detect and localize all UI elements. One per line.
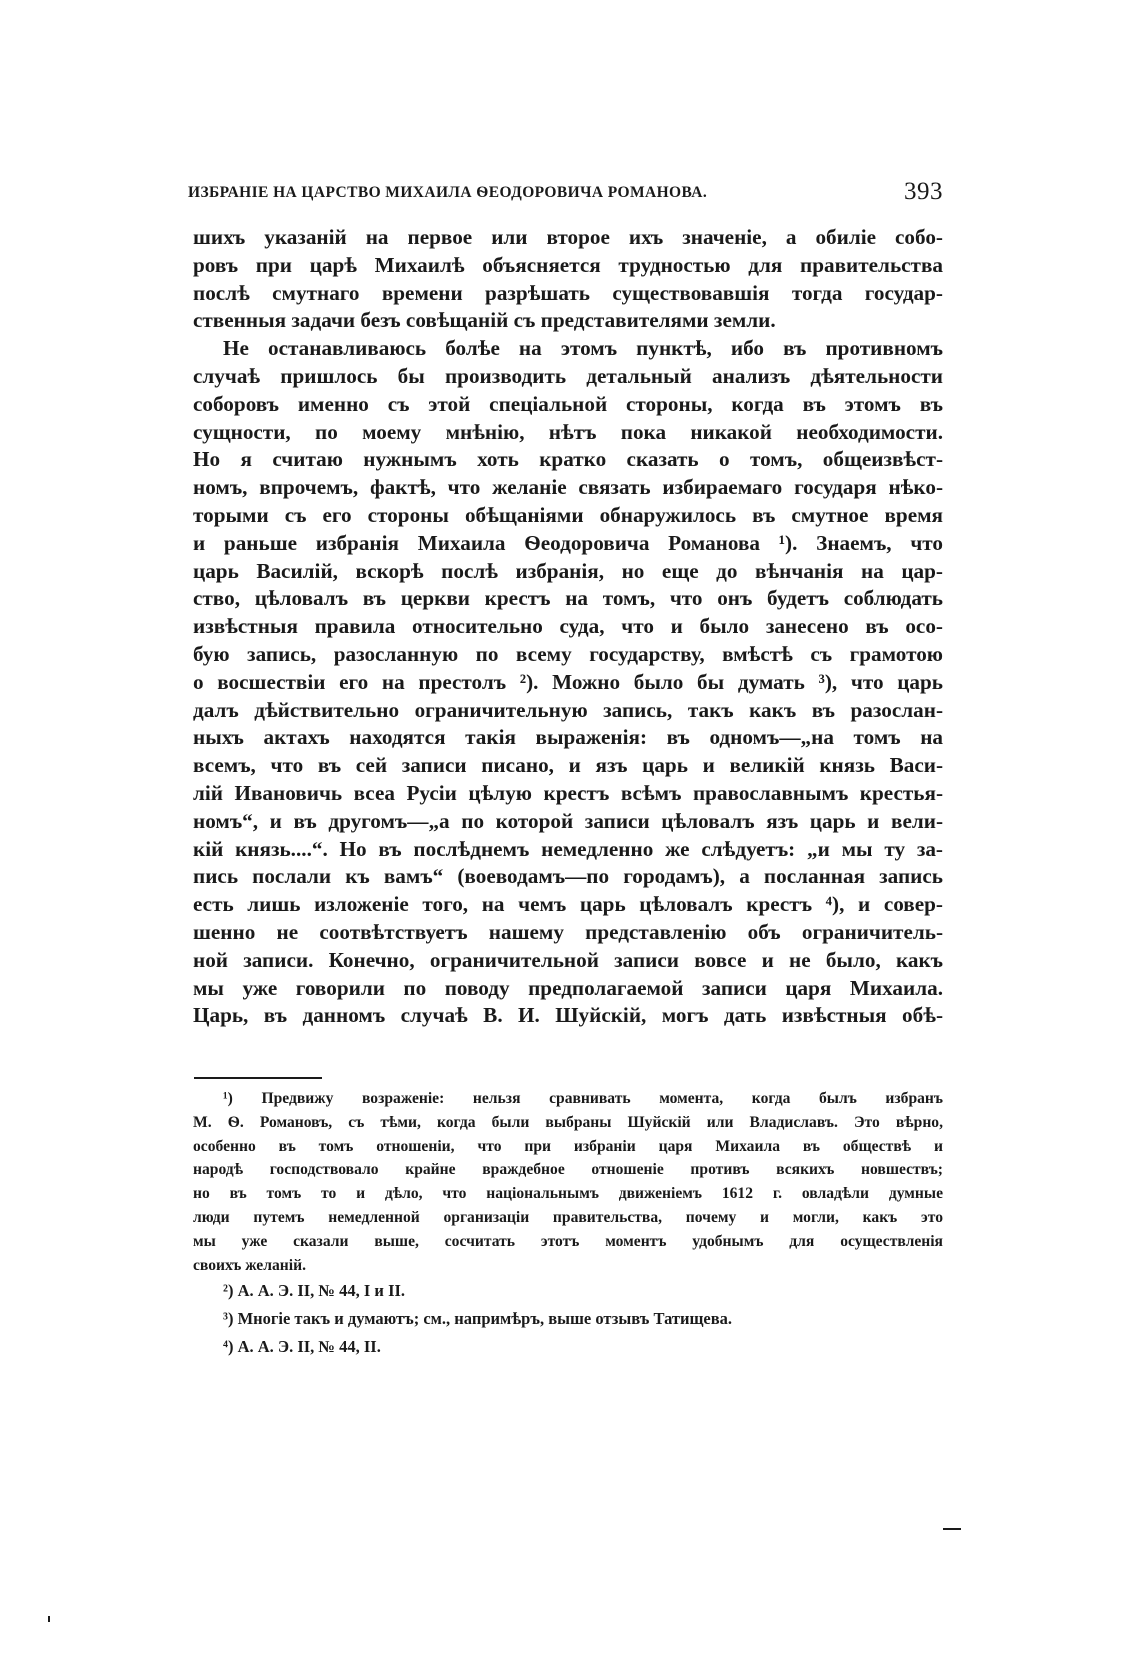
body-line: всемъ, что въ сей записи писано, и язъ царь и великій князь Васи- [193, 753, 943, 778]
body-line: шихъ указаній на первое или второе ихъ значеніе, а обиліе собо- [193, 225, 943, 249]
footnote-1-line: но въ томъ то и дѣло, что національнымъ движеніемъ 1612 г. овладѣли думные [193, 1185, 943, 1203]
body-line: ственныя задачи безъ совѣщаній съ представителями земли. [193, 308, 776, 333]
body-line: случаѣ пришлось бы производить детальный анализъ дѣятельности [193, 363, 943, 388]
body-line: пись послали къ вамъ“ (воеводамъ—по городамъ), а посланная запись [193, 864, 943, 889]
footnote-1-line: мы уже сказали выше, сосчитать этотъ моментъ удобнымъ для осуществленія [193, 1232, 943, 1250]
footnote-1-line: ¹) Предвижу возраженіе: нельзя сравнивать момента, когда былъ избранъ [223, 1090, 943, 1107]
footnote-divider [194, 1077, 322, 1079]
body-line: торыми съ его стороны обѣщаніями обнаружилось въ смутное время [193, 502, 943, 527]
margin-tick-mark [48, 1616, 50, 1622]
body-line: есть лишь изложеніе того, на чемъ царь цѣловалъ крестъ ⁴), и совер- [193, 892, 943, 917]
body-line: сущности, по моему мнѣнію, нѣтъ пока никакой необходимости. [193, 419, 943, 444]
body-line: номъ, впрочемъ, фактѣ, что желаніе связать избираемаго государя нѣко- [193, 475, 943, 500]
footnotes [193, 1087, 943, 1361]
margin-dash-mark [943, 1528, 961, 1530]
body-line: ныхъ актахъ находятся такія выраженія: въ одномъ—„на томъ на [193, 725, 943, 750]
footnote-3: ³) Многіе такъ и думаютъ; см., напримѣръ, выше отзывъ Татищева. [223, 1309, 733, 1329]
body-line: Не останавливаюсь болѣе на этомъ пунктѣ, ибо въ противномъ [223, 336, 943, 361]
footnote-2: ²) А. А. Э. II, № 44, I и II. [223, 1281, 406, 1301]
body-line: послѣ смутнаго времени разрѣшать существовавшія тогда государ- [193, 280, 943, 305]
body-line: извѣстныя правила относительно суда, что и было занесено въ осо- [193, 614, 943, 639]
body-line: ной записи. Конечно, ограничительной записи вовсе и не было, какъ [193, 947, 943, 972]
running-head [188, 180, 943, 212]
body-line: царь Василій, вскорѣ послѣ избранія, но еще до вѣнчанія на цар- [193, 558, 943, 583]
body-line: бую запись, разосланную по всему государству, вмѣстѣ съ грамотою [193, 641, 943, 666]
body-text [193, 224, 943, 1030]
footnote-1-line: люди путемъ немедленной организаціи правительства, почему и могли, какъ это [193, 1208, 943, 1226]
body-line: номъ“, и въ другомъ—„а по которой записи цѣловалъ язъ царь и вели- [193, 808, 943, 833]
body-line: шенно не соотвѣтствуетъ нашему представленію объ ограничитель- [193, 919, 943, 944]
body-line: мы уже говорили по поводу предполагаемой записи царя Михаила. [193, 975, 943, 1000]
page-number: 393 [904, 178, 943, 205]
body-line: соборовъ именно съ этой спеціальной стороны, когда въ этомъ въ [193, 391, 943, 416]
body-line: ровъ при царѣ Михаилѣ объясняется трудностью для правительства [193, 252, 943, 277]
body-line: кій князь....“. Но въ послѣднемъ немедленно же слѣдуетъ: „и мы ту за- [193, 836, 943, 861]
footnote-1-line: особенно въ томъ отношеніи, что при избраніи царя Михаила въ обществѣ и [193, 1137, 943, 1155]
body-line: и раньше избранія Михаила Ѳеодоровича Романова ¹). Знаемъ, что [193, 530, 943, 555]
body-line: далъ дѣйствительно ограничительную запись, такъ какъ въ разослан- [193, 697, 943, 722]
body-line: о восшествіи его на престолъ ²). Можно было бы думать ³), что царь [193, 669, 943, 694]
footnote-1-line: М. Ѳ. Романовъ, съ тѣми, когда были выбраны Шуйскій или Владиславъ. Это вѣрно, [193, 1113, 943, 1131]
footnote-1-line: народѣ господствовало крайне враждебное отношеніе противъ всякихъ новшествъ; [193, 1161, 943, 1179]
body-line: лій Ивановичь всеа Русіи цѣлую крестъ всѣмъ православнымъ крестья- [193, 780, 943, 805]
body-line: ство, цѣловалъ въ церкви крестъ на томъ, что онъ будетъ соблюдать [193, 586, 943, 611]
running-title: ИЗБРАНІЕ НА ЦАРСТВО МИХАИЛА ѲЕОДОРОВИЧА РОМАНОВА. [188, 184, 708, 201]
footnote-1-line: своихъ желаній. [193, 1256, 306, 1274]
body-line: Царь, въ данномъ случаѣ В. И. Шуйскій, могъ дать извѣстныя обѣ- [193, 1003, 943, 1028]
footnote-4: ⁴) А. А. Э. II, № 44, II. [223, 1337, 381, 1357]
body-line: Но я считаю нужнымъ хоть кратко сказать о томъ, общеизвѣст- [193, 447, 943, 472]
